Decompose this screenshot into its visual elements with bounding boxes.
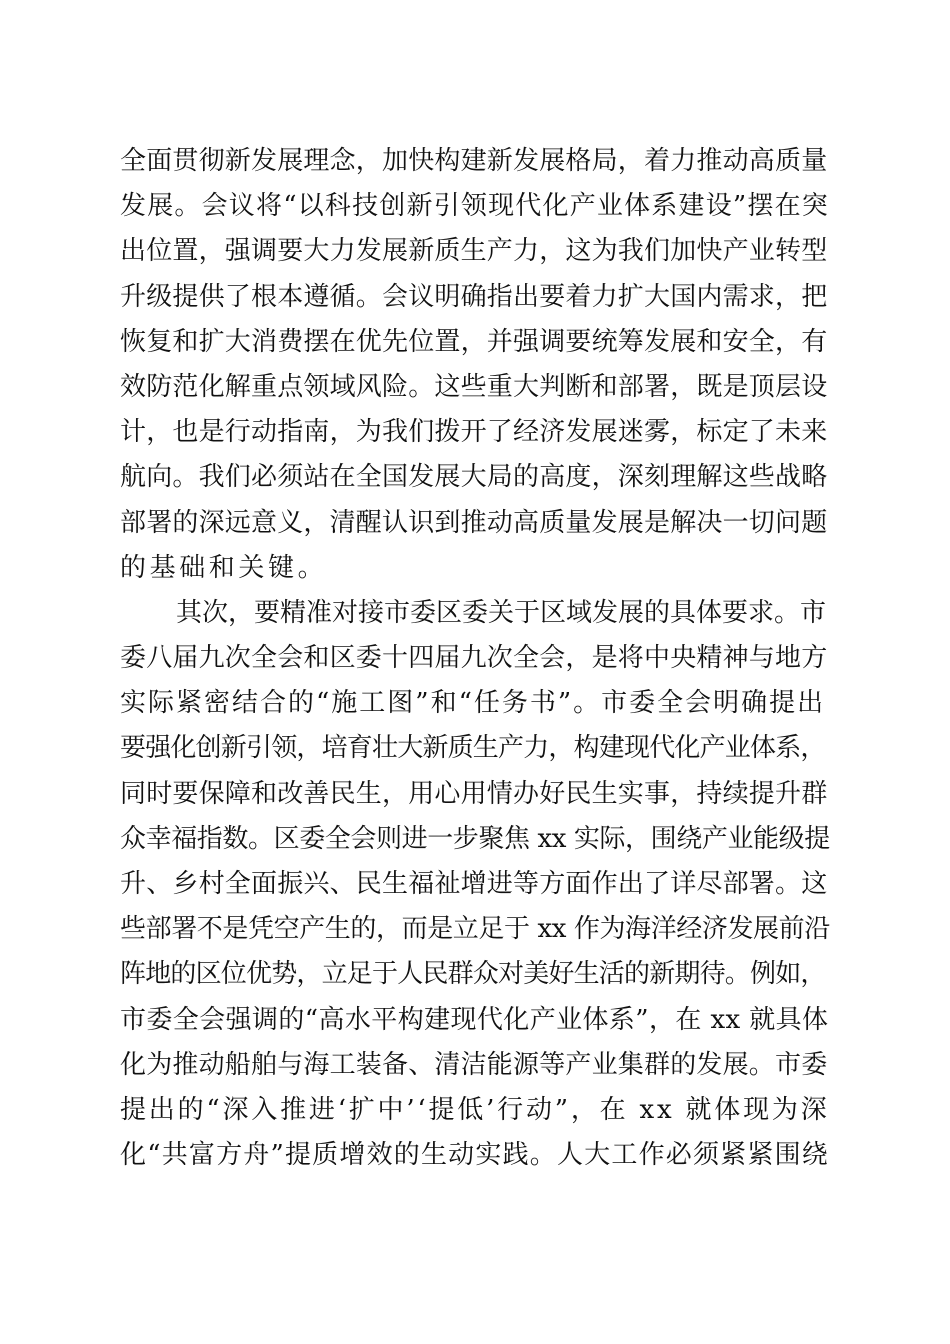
text-line: 的基础和关键。	[120, 552, 328, 583]
text-line: 化为推动船舶与海工装备、清洁能源等产业集群的发展。市委	[120, 1049, 828, 1080]
text-line: 阵地的区位优势，立足于人民群众对美好生活的新期待。例如，	[120, 959, 826, 990]
text-line: 恢复和扩大消费摆在优先位置，并强调要统筹发展和安全，有	[120, 326, 828, 357]
text-line: 发展。会议将“以科技创新引领现代化产业体系建设”摆在突	[120, 191, 829, 222]
text-line: 升级提供了根本遵循。会议明确指出要着力扩大国内需求，把	[120, 281, 828, 312]
body-text	[120, 139, 830, 1178]
text-line: 部署的深远意义，清醒认识到推动高质量发展是解决一切问题	[120, 507, 828, 538]
text-line: 同时要保障和改善民生，用心用情办好民生实事，持续提升群	[120, 778, 828, 809]
text-line: 提出的“深入推进‘扩中’‘提低’行动”，在 xx 就体现为深	[120, 1094, 830, 1125]
text-line: 升、乡村全面振兴、民生福祉增进等方面作出了详尽部署。这	[120, 869, 828, 899]
paragraph-first-line: 其次，要精准对接市委区委关于区域发展的具体要求。市	[176, 597, 827, 628]
text-line: 效防范化解重点领域风险。这些重大判断和部署，既是顶层设	[120, 371, 828, 402]
text-line: 委八届九次全会和区委十四届九次全会，是将中央精神与地方	[120, 643, 828, 674]
text-line: 市委全会强调的“高水平构建现代化产业体系”，在 xx 就具体	[120, 1004, 829, 1035]
text-line: 众幸福指数。区委全会则进一步聚焦 xx 实际，围绕产业能级提	[120, 823, 830, 854]
text-line: 出位置，强调要大力发展新质生产力，这为我们加快产业转型	[120, 236, 828, 267]
text-line: 些部署不是凭空产生的，而是立足于 xx 作为海洋经济发展前沿	[120, 914, 830, 945]
text-line: 航向。我们必须站在全国发展大局的高度，深刻理解这些战略	[120, 462, 828, 493]
text-line: 全面贯彻新发展理念，加快构建新发展格局，着力推动高质量	[120, 146, 828, 176]
text-line: 要强化创新引领，培育壮大新质生产力，构建现代化产业体系，	[120, 733, 826, 764]
text-line: 化“共富方舟”提质增效的生动实践。人大工作必须紧紧围绕	[120, 1140, 829, 1171]
text-line: 计，也是行动指南，为我们拨开了经济发展迷雾，标定了未来	[120, 417, 828, 448]
text-line: 实际紧密结合的“施工图”和“任务书”。市委全会明确提出	[120, 688, 826, 719]
